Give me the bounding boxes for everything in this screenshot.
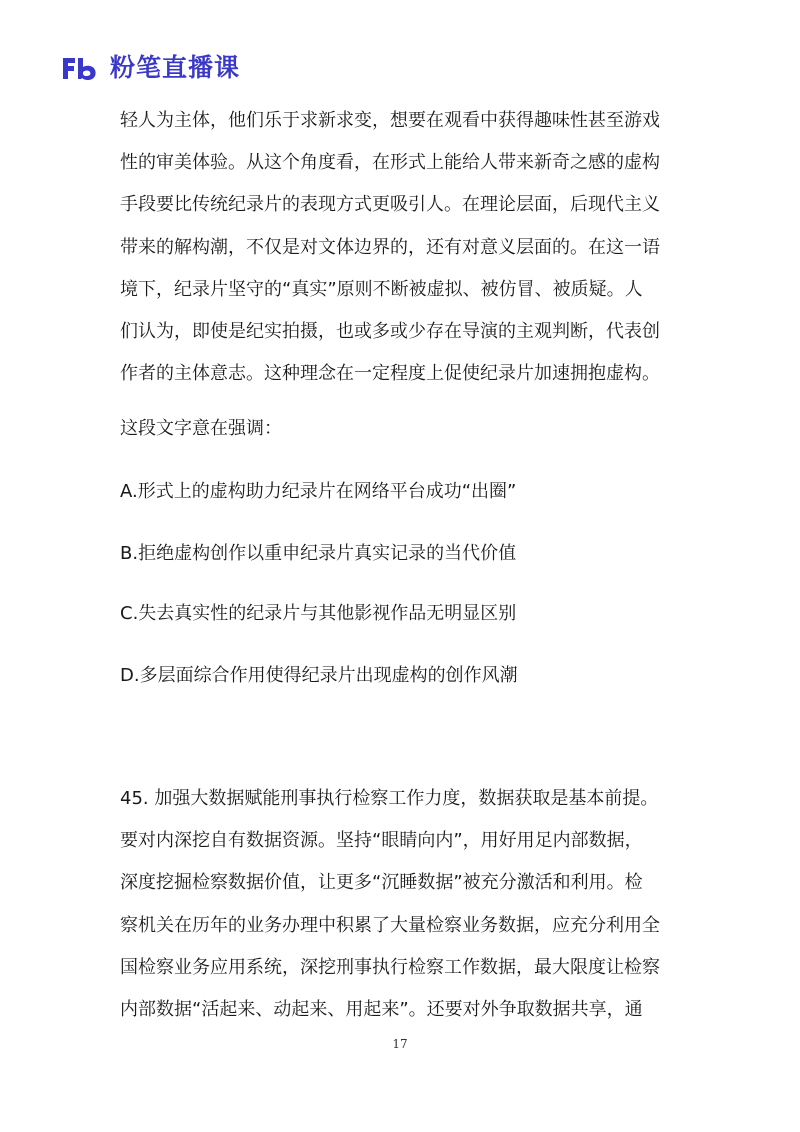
option-c: C.失去真实性的纪录片与其他影视作品无明显区别 bbox=[120, 603, 517, 624]
passage-line: 作者的主体意志。这种理念在一定程度上促使纪录片加速拥抱虚构。 bbox=[120, 363, 660, 385]
passage-line: 深度挖掘检察数据价值，让更多“沉睡数据”被充分激活和利用。检 bbox=[120, 872, 643, 894]
passage-line: 内部数据“活起来、动起来、用起来”。还要对外争取数据共享，通 bbox=[120, 999, 643, 1021]
passage-line: 带来的解构潮，不仅是对文体边界的，还有对意义层面的。在这一语 bbox=[120, 236, 660, 258]
brand-text: 粉笔直播课 bbox=[110, 53, 241, 82]
option-d: D.多层面综合作用使得纪录片出现虚构的创作风潮 bbox=[120, 665, 518, 686]
passage-line: 国检察业务应用系统，深挖刑事执行检察工作数据，最大限度让检察 bbox=[120, 956, 660, 978]
passage-line: 察机关在历年的业务办理中积累了大量检察业务数据，应充分利用全 bbox=[120, 914, 660, 936]
option-b: B.拒绝虚构创作以重申纪录片真实记录的当代价值 bbox=[120, 543, 517, 564]
question-prompt: 这段文字意在强调： bbox=[120, 418, 282, 439]
passage-line: 性的审美体验。从这个角度看，在形式上能给人带来新奇之感的虚构 bbox=[120, 152, 660, 174]
question-45-passage bbox=[120, 778, 680, 1031]
option-a: A.形式上的虚构助力纪录片在网络平台成功“出圈” bbox=[120, 481, 517, 502]
passage-line: 45. 加强大数据赋能刑事执行检察工作力度，数据获取是基本前提。 bbox=[120, 788, 659, 809]
passage-line: 手段要比传统纪录片的表现方式更吸引人。在理论层面，后现代主义 bbox=[120, 194, 660, 216]
passage bbox=[120, 100, 680, 395]
passage-line: 们认为，即使是纪实拍摄，也或多或少存在导演的主观判断，代表创 bbox=[120, 321, 660, 343]
passage-line: 境下，纪录片坚守的“真实”原则不断被虚拟、被仿冒、被质疑。人 bbox=[120, 278, 643, 300]
fb-logo-icon bbox=[60, 52, 102, 84]
passage-line: 要对内深挖自有数据资源。坚持“眼睛向内”，用好用足内部数据， bbox=[120, 830, 643, 852]
header bbox=[60, 50, 240, 86]
passage-line: 轻人为主体，他们乐于求新求变，想要在观看中获得趣味性甚至游戏 bbox=[120, 110, 660, 131]
page-number: 17 bbox=[392, 1037, 408, 1051]
